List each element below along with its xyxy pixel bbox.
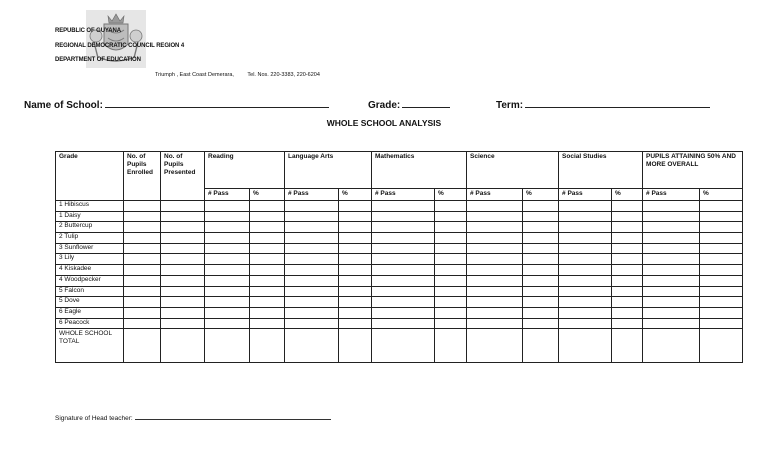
grade-line[interactable] bbox=[402, 98, 450, 108]
entry-cell[interactable] bbox=[161, 275, 205, 286]
entry-cell[interactable] bbox=[559, 254, 612, 265]
entry-cell[interactable] bbox=[372, 254, 435, 265]
entry-cell[interactable] bbox=[467, 286, 523, 297]
entry-cell[interactable] bbox=[612, 243, 643, 254]
entry-cell[interactable] bbox=[372, 201, 435, 212]
header-overall: PUPILS ATTAINING 50% AND MORE OVERALL bbox=[643, 152, 743, 189]
entry-cell[interactable] bbox=[643, 222, 700, 233]
entry-cell[interactable] bbox=[339, 254, 372, 265]
entry-cell[interactable] bbox=[250, 211, 285, 222]
entry-cell[interactable] bbox=[523, 307, 559, 318]
header-mathematics: Mathematics bbox=[372, 152, 467, 189]
entry-cell[interactable] bbox=[467, 222, 523, 233]
entry-cell[interactable] bbox=[435, 307, 467, 318]
entry-cell[interactable] bbox=[285, 329, 339, 363]
entry-cell[interactable] bbox=[205, 318, 250, 329]
entry-cell[interactable] bbox=[435, 329, 467, 363]
entry-cell[interactable] bbox=[467, 211, 523, 222]
school-name-label: Name of School: bbox=[24, 100, 103, 111]
entry-cell[interactable] bbox=[161, 265, 205, 276]
entry-cell[interactable] bbox=[161, 211, 205, 222]
entry-cell[interactable] bbox=[161, 307, 205, 318]
entry-cell[interactable] bbox=[643, 297, 700, 308]
entry-cell[interactable] bbox=[435, 233, 467, 244]
entry-cell[interactable] bbox=[372, 329, 435, 363]
entry-cell[interactable] bbox=[124, 201, 161, 212]
entry-cell[interactable] bbox=[205, 211, 250, 222]
header-social-studies: Social Studies bbox=[559, 152, 643, 189]
entry-cell[interactable] bbox=[339, 318, 372, 329]
term-field[interactable] bbox=[496, 98, 710, 111]
entry-cell[interactable] bbox=[700, 254, 743, 265]
entry-cell[interactable] bbox=[285, 297, 339, 308]
entry-cell[interactable] bbox=[435, 211, 467, 222]
entry-cell[interactable] bbox=[285, 233, 339, 244]
entry-cell[interactable] bbox=[643, 243, 700, 254]
entry-cell[interactable] bbox=[124, 286, 161, 297]
subheader-percent: % bbox=[250, 189, 285, 201]
entry-cell[interactable] bbox=[559, 307, 612, 318]
entry-cell[interactable] bbox=[559, 275, 612, 286]
entry-cell[interactable] bbox=[161, 297, 205, 308]
entry-cell[interactable] bbox=[700, 201, 743, 212]
entry-cell[interactable] bbox=[339, 243, 372, 254]
entry-cell[interactable] bbox=[643, 286, 700, 297]
entry-cell[interactable] bbox=[339, 286, 372, 297]
entry-cell[interactable] bbox=[285, 275, 339, 286]
entry-cell[interactable] bbox=[285, 211, 339, 222]
entry-cell[interactable] bbox=[559, 329, 612, 363]
table-row bbox=[56, 211, 743, 222]
entry-cell[interactable] bbox=[700, 275, 743, 286]
letterhead-line-2: REGIONAL DEMOCRATIC COUNCIL REGION 4 bbox=[55, 43, 185, 49]
entry-cell[interactable] bbox=[205, 275, 250, 286]
entry-cell[interactable] bbox=[612, 329, 643, 363]
entry-cell[interactable] bbox=[250, 233, 285, 244]
entry-cell[interactable] bbox=[435, 243, 467, 254]
table-row bbox=[56, 307, 743, 318]
entry-cell[interactable] bbox=[523, 275, 559, 286]
subheader-percent: % bbox=[700, 189, 743, 201]
table-row bbox=[56, 275, 743, 286]
entry-cell[interactable] bbox=[285, 243, 339, 254]
entry-cell[interactable] bbox=[643, 233, 700, 244]
entry-cell[interactable] bbox=[205, 254, 250, 265]
entry-cell[interactable] bbox=[612, 318, 643, 329]
entry-cell[interactable] bbox=[124, 275, 161, 286]
entry-cell[interactable] bbox=[339, 211, 372, 222]
signature-label: Signature of Head teacher: bbox=[55, 415, 133, 422]
entry-cell[interactable] bbox=[523, 297, 559, 308]
entry-cell[interactable] bbox=[523, 286, 559, 297]
page-title: WHOLE SCHOOL ANALYSIS bbox=[326, 118, 442, 128]
entry-cell[interactable] bbox=[339, 233, 372, 244]
entry-cell[interactable] bbox=[467, 233, 523, 244]
entry-cell[interactable] bbox=[250, 318, 285, 329]
header-enrolled: No. of Pupils Enrolled bbox=[124, 152, 161, 201]
entry-cell[interactable] bbox=[643, 211, 700, 222]
entry-cell[interactable] bbox=[523, 211, 559, 222]
grade-cell: 5 Falcon bbox=[56, 286, 124, 297]
address-text: Triumph , East Coast Demerara, bbox=[155, 72, 234, 78]
entry-cell[interactable] bbox=[523, 329, 559, 363]
entry-cell[interactable] bbox=[435, 201, 467, 212]
entry-cell[interactable] bbox=[205, 222, 250, 233]
subheader-pass: # Pass bbox=[467, 189, 523, 201]
letterhead-line-1: REPUBLIC OF GUYANA bbox=[55, 28, 121, 34]
entry-cell[interactable] bbox=[161, 329, 205, 363]
entry-cell[interactable] bbox=[643, 307, 700, 318]
entry-cell[interactable] bbox=[559, 211, 612, 222]
subheader-pass: # Pass bbox=[643, 189, 700, 201]
subheader-percent: % bbox=[612, 189, 643, 201]
entry-cell[interactable] bbox=[612, 275, 643, 286]
header-grade: Grade bbox=[56, 152, 124, 201]
table-row bbox=[56, 222, 743, 233]
table-row bbox=[56, 265, 743, 276]
entry-cell[interactable] bbox=[124, 254, 161, 265]
entry-cell[interactable] bbox=[612, 211, 643, 222]
table-row bbox=[56, 254, 743, 265]
entry-cell[interactable] bbox=[250, 201, 285, 212]
entry-cell[interactable] bbox=[124, 318, 161, 329]
entry-cell[interactable] bbox=[559, 286, 612, 297]
entry-cell[interactable] bbox=[467, 243, 523, 254]
entry-cell[interactable] bbox=[250, 275, 285, 286]
entry-cell[interactable] bbox=[161, 254, 205, 265]
entry-cell[interactable] bbox=[250, 329, 285, 363]
header-presented: No. of Pupils Presented bbox=[161, 152, 205, 201]
table-row bbox=[56, 318, 743, 329]
term-line[interactable] bbox=[525, 98, 710, 108]
entry-cell[interactable] bbox=[435, 265, 467, 276]
entry-cell[interactable] bbox=[467, 307, 523, 318]
entry-cell[interactable] bbox=[205, 243, 250, 254]
grade-cell: 2 Tulip bbox=[56, 233, 124, 244]
entry-cell[interactable] bbox=[700, 243, 743, 254]
subheader-pass: # Pass bbox=[285, 189, 339, 201]
phone-text: Tel. Nos. 220-3383, 220-6204 bbox=[247, 72, 320, 78]
entry-cell[interactable] bbox=[435, 297, 467, 308]
entry-cell[interactable] bbox=[339, 297, 372, 308]
entry-cell[interactable] bbox=[643, 329, 700, 363]
grade-cell: 4 Kiskadee bbox=[56, 265, 124, 276]
grade-cell: 3 Sunflower bbox=[56, 243, 124, 254]
entry-cell[interactable] bbox=[700, 329, 743, 363]
entry-cell[interactable] bbox=[559, 233, 612, 244]
entry-cell[interactable] bbox=[285, 254, 339, 265]
subheader-percent: % bbox=[339, 189, 372, 201]
entry-cell[interactable] bbox=[612, 254, 643, 265]
header-language-arts: Language Arts bbox=[285, 152, 372, 189]
entry-cell[interactable] bbox=[467, 318, 523, 329]
entry-cell[interactable] bbox=[467, 265, 523, 276]
entry-cell[interactable] bbox=[339, 201, 372, 212]
entry-cell[interactable] bbox=[285, 265, 339, 276]
subheader-percent: % bbox=[435, 189, 467, 201]
school-name-line[interactable] bbox=[105, 98, 329, 108]
entry-cell[interactable] bbox=[205, 329, 250, 363]
table-row bbox=[56, 243, 743, 254]
entry-cell[interactable] bbox=[250, 265, 285, 276]
grade-field[interactable] bbox=[368, 98, 450, 111]
entry-cell[interactable] bbox=[523, 254, 559, 265]
grade-cell: 1 Hibiscus bbox=[56, 201, 124, 212]
entry-cell[interactable] bbox=[643, 201, 700, 212]
entry-cell[interactable] bbox=[612, 222, 643, 233]
entry-cell[interactable] bbox=[372, 318, 435, 329]
entry-cell[interactable] bbox=[285, 307, 339, 318]
entry-cell[interactable] bbox=[523, 222, 559, 233]
entry-cell[interactable] bbox=[124, 307, 161, 318]
entry-cell[interactable] bbox=[559, 318, 612, 329]
subheader-pass: # Pass bbox=[559, 189, 612, 201]
subheader-pass: # Pass bbox=[205, 189, 250, 201]
entry-cell[interactable] bbox=[612, 307, 643, 318]
grade-cell: 4 Woodpecker bbox=[56, 275, 124, 286]
entry-cell[interactable] bbox=[250, 307, 285, 318]
analysis-table bbox=[55, 151, 743, 363]
table-row bbox=[56, 286, 743, 297]
entry-cell[interactable] bbox=[435, 286, 467, 297]
entry-cell[interactable] bbox=[372, 222, 435, 233]
letterhead-line-3: DEPARTMENT OF EDUCATION bbox=[55, 57, 141, 63]
table-row bbox=[56, 297, 743, 308]
entry-cell[interactable] bbox=[372, 265, 435, 276]
entry-cell[interactable] bbox=[161, 222, 205, 233]
signature-line[interactable] bbox=[135, 413, 331, 420]
entry-cell[interactable] bbox=[372, 243, 435, 254]
entry-cell[interactable] bbox=[700, 222, 743, 233]
entry-cell[interactable] bbox=[523, 243, 559, 254]
entry-cell[interactable] bbox=[372, 275, 435, 286]
entry-cell[interactable] bbox=[435, 275, 467, 286]
entry-cell[interactable] bbox=[161, 201, 205, 212]
entry-cell[interactable] bbox=[467, 201, 523, 212]
grade-cell: 3 Lily bbox=[56, 254, 124, 265]
table-row bbox=[56, 201, 743, 212]
total-row bbox=[56, 329, 743, 363]
entry-cell[interactable] bbox=[559, 243, 612, 254]
entry-cell[interactable] bbox=[523, 201, 559, 212]
entry-cell[interactable] bbox=[124, 329, 161, 363]
entry-cell[interactable] bbox=[700, 211, 743, 222]
address-block bbox=[155, 72, 332, 78]
entry-cell[interactable] bbox=[124, 297, 161, 308]
entry-cell[interactable] bbox=[205, 297, 250, 308]
entry-cell[interactable] bbox=[161, 233, 205, 244]
entry-cell[interactable] bbox=[205, 265, 250, 276]
entry-cell[interactable] bbox=[339, 329, 372, 363]
entry-cell[interactable] bbox=[700, 307, 743, 318]
entry-cell[interactable] bbox=[467, 275, 523, 286]
entry-cell[interactable] bbox=[205, 307, 250, 318]
entry-cell[interactable] bbox=[285, 318, 339, 329]
entry-cell[interactable] bbox=[523, 265, 559, 276]
entry-cell[interactable] bbox=[285, 201, 339, 212]
entry-cell[interactable] bbox=[372, 211, 435, 222]
entry-cell[interactable] bbox=[467, 254, 523, 265]
table-row bbox=[56, 233, 743, 244]
entry-cell[interactable] bbox=[205, 233, 250, 244]
entry-cell[interactable] bbox=[124, 222, 161, 233]
entry-cell[interactable] bbox=[124, 233, 161, 244]
entry-cell[interactable] bbox=[250, 243, 285, 254]
entry-cell[interactable] bbox=[339, 275, 372, 286]
school-name-field[interactable] bbox=[24, 98, 329, 111]
entry-cell[interactable] bbox=[372, 233, 435, 244]
entry-cell[interactable] bbox=[161, 318, 205, 329]
grade-label: Grade: bbox=[368, 100, 401, 111]
grade-cell: 1 Daisy bbox=[56, 211, 124, 222]
entry-cell[interactable] bbox=[124, 265, 161, 276]
grade-cell: 5 Dove bbox=[56, 297, 124, 308]
entry-cell[interactable] bbox=[435, 318, 467, 329]
subheader-pass: # Pass bbox=[372, 189, 435, 201]
entry-cell[interactable] bbox=[339, 307, 372, 318]
entry-cell[interactable] bbox=[559, 222, 612, 233]
entry-cell[interactable] bbox=[612, 297, 643, 308]
entry-cell[interactable] bbox=[285, 222, 339, 233]
entry-cell[interactable] bbox=[612, 201, 643, 212]
entry-cell[interactable] bbox=[559, 265, 612, 276]
entry-cell[interactable] bbox=[339, 222, 372, 233]
header-reading: Reading bbox=[205, 152, 285, 189]
signature-field[interactable] bbox=[55, 413, 331, 422]
entry-cell[interactable] bbox=[612, 233, 643, 244]
entry-cell[interactable] bbox=[161, 243, 205, 254]
entry-cell[interactable] bbox=[372, 307, 435, 318]
entry-cell[interactable] bbox=[250, 297, 285, 308]
subheader-percent: % bbox=[523, 189, 559, 201]
entry-cell[interactable] bbox=[250, 222, 285, 233]
grade-cell: 6 Eagle bbox=[56, 307, 124, 318]
entry-cell[interactable] bbox=[124, 211, 161, 222]
grade-cell: 2 Buttercup bbox=[56, 222, 124, 233]
entry-cell[interactable] bbox=[372, 297, 435, 308]
entry-cell[interactable] bbox=[700, 286, 743, 297]
entry-cell[interactable] bbox=[700, 318, 743, 329]
entry-cell[interactable] bbox=[643, 265, 700, 276]
entry-cell[interactable] bbox=[643, 275, 700, 286]
entry-cell[interactable] bbox=[124, 243, 161, 254]
entry-cell[interactable] bbox=[643, 318, 700, 329]
entry-cell[interactable] bbox=[205, 201, 250, 212]
header-science: Science bbox=[467, 152, 559, 189]
entry-cell[interactable] bbox=[559, 201, 612, 212]
entry-cell[interactable] bbox=[372, 286, 435, 297]
entry-cell[interactable] bbox=[250, 254, 285, 265]
entry-cell[interactable] bbox=[161, 286, 205, 297]
entry-cell[interactable] bbox=[523, 233, 559, 244]
grade-cell: WHOLE SCHOOL TOTAL bbox=[56, 329, 124, 363]
entry-cell[interactable] bbox=[467, 297, 523, 308]
entry-cell[interactable] bbox=[467, 329, 523, 363]
entry-cell[interactable] bbox=[612, 286, 643, 297]
grade-cell: 6 Peacock bbox=[56, 318, 124, 329]
entry-cell[interactable] bbox=[643, 254, 700, 265]
entry-cell[interactable] bbox=[435, 254, 467, 265]
entry-cell[interactable] bbox=[700, 233, 743, 244]
entry-cell[interactable] bbox=[523, 318, 559, 329]
term-label: Term: bbox=[496, 100, 524, 111]
entry-cell[interactable] bbox=[435, 222, 467, 233]
entry-cell[interactable] bbox=[250, 286, 285, 297]
entry-cell[interactable] bbox=[205, 286, 250, 297]
entry-cell[interactable] bbox=[612, 265, 643, 276]
entry-cell[interactable] bbox=[700, 265, 743, 276]
entry-cell[interactable] bbox=[285, 286, 339, 297]
entry-cell[interactable] bbox=[700, 297, 743, 308]
entry-cell[interactable] bbox=[339, 265, 372, 276]
entry-cell[interactable] bbox=[559, 297, 612, 308]
